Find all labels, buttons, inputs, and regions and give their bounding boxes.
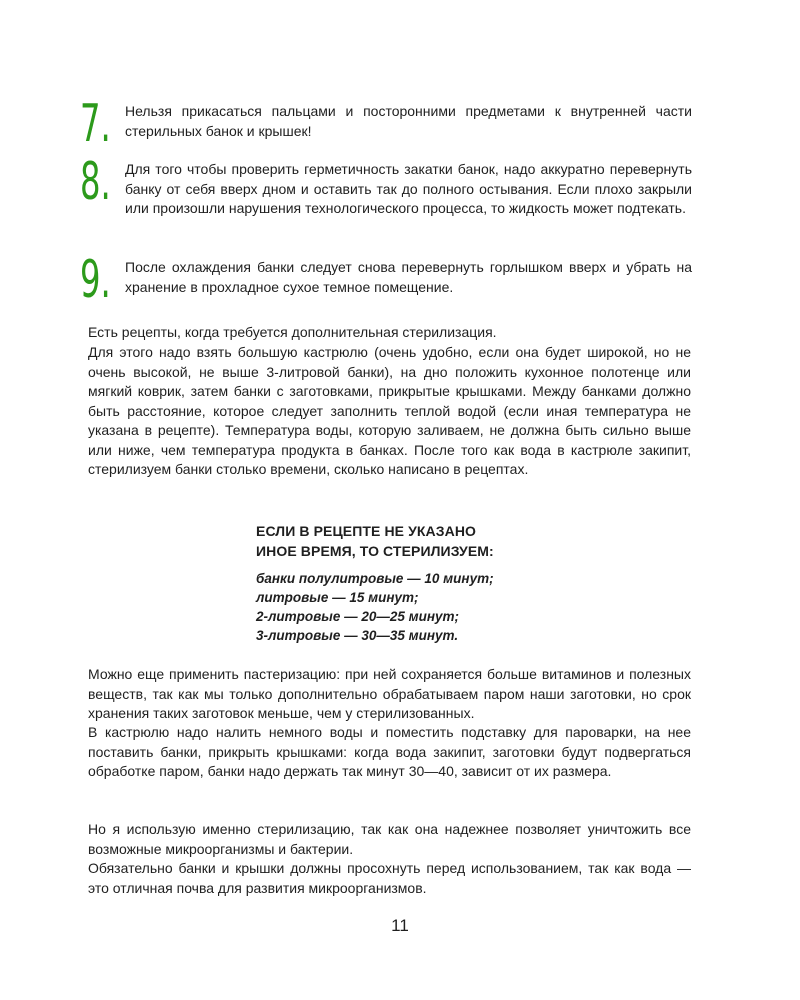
list-item: банки полулитровые — 10 минут; [256,571,494,586]
paragraph-intro: Есть рецепты, когда требуется дополнительная стерилизация. [88,324,497,340]
paragraph-pasteurization: Можно еще применить пастеризацию: при ней сохраняется больше витаминов и полезных веществ, так как мы только дополнительно обрабатываем паром наши заготовки, но срок хранения таких заготовок меньше, чем у стерилизованных. [88,666,691,721]
step-8 [80,152,692,219]
step-number: 9. [80,250,111,310]
paragraph-drying: Обязательно банки и крышки должны просохнуть перед использованием, так как вода — это отличная почва для развития микроорганизмов. [88,860,691,896]
step-number: 7. [80,94,111,154]
paragraph-method: Для этого надо взять большую кастрюлю (очень удобно, если она будет широкой, но не очень высокой, не выше 3-литровой банки), на дно положить кухонное полотенце или мягкий коврик, затем банки с заготовками, прикрытые крышками. Между банками должно быть расстояние, которое следует заполнить теплой водой (если иная температура не указана в рецепте). Температура воды, которую заливаем, не должна быть сильно выше или ниже, чем температура продукта в банках. После того как вода в кастрюле закипит, стерилизуем банки столько времени, сколько написано в рецептах. [88,344,691,477]
step-text: Нельзя прикасаться пальцами и посторонними предметами к внутренней части стерильных банок и крышек! [125,103,692,139]
box-heading-line-1: ЕСЛИ В РЕЦЕПТЕ НЕ УКАЗАНО [256,523,477,539]
list-item: 2-литровые — 20—25 минут; [256,609,460,624]
step-9 [80,250,692,310]
paragraph-sterilization-choice: Но я использую именно стерилизацию, так как она надежнее позволяет уничтожить все возможные микроорганизмы и бактерии. [88,821,691,857]
paragraph-steaming: В кастрюлю надо налить немного воды и поместить подставку для пароварки, на нее поставить банки, прикрыть крышками: когда вода закипит, заготовки будут подвергаться обработке паром, банки надо держать так минут 30—40, зависит от их размера. [88,724,691,779]
step-text: Для того чтобы проверить герметичность закатки банок, надо аккуратно перевернуть банку от себя вверх дном и оставить так до полного остывания. Если плохо закрыли или произошли нарушения технологического процесса, то жидкость может подтекать. [125,161,692,216]
list-item: 3-литровые — 30—35 минут. [256,628,459,643]
step-text: После охлаждения банки следует снова перевернуть горлышком вверх и убрать на хранение в прохладное сухое темное помещение. [125,259,692,295]
box-heading-line-2: ИНОЕ ВРЕМЯ, ТО СТЕРИЛИЗУЕМ: [256,543,494,559]
sterilization-times-list [256,569,556,645]
list-item: литровые — 15 минут; [256,590,419,605]
step-7 [80,94,692,154]
step-number: 8. [80,152,111,212]
page-number: 11 [391,916,409,935]
sterilization-times-box [256,521,556,645]
